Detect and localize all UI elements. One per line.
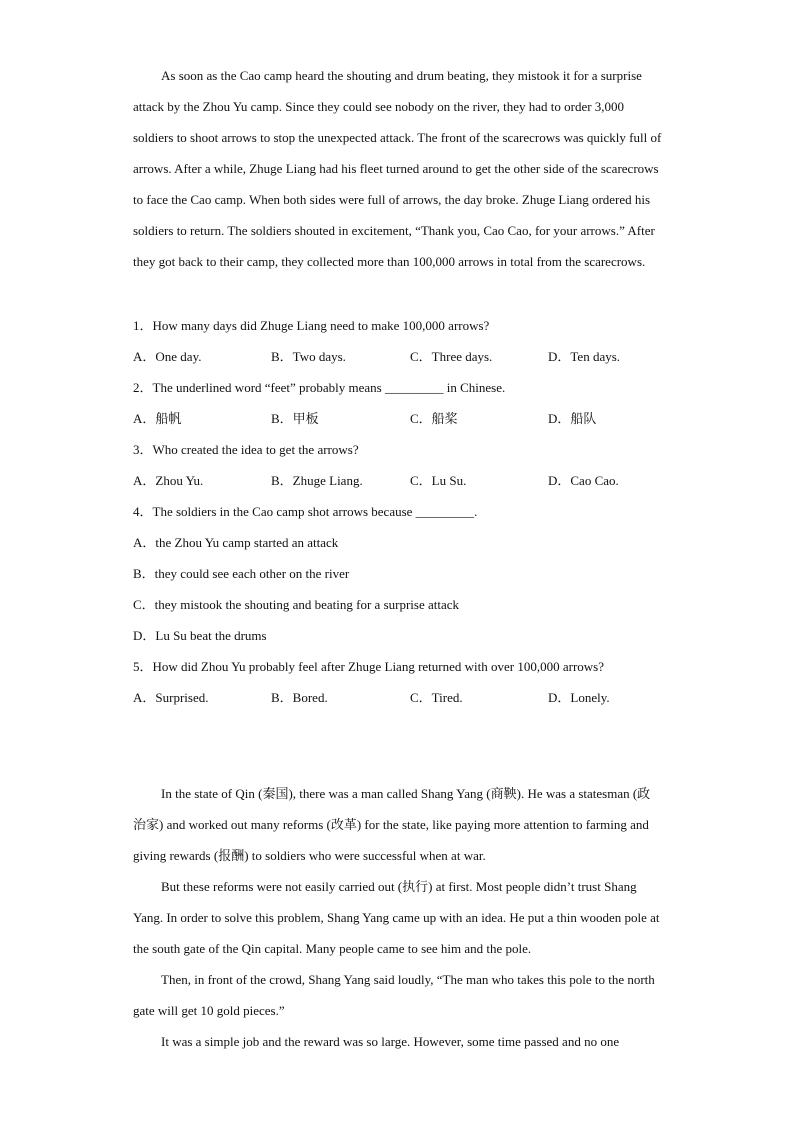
question-1-option-a[interactable]: A．One day. xyxy=(133,349,202,364)
question-5-option-d[interactable]: D．Lonely. xyxy=(548,690,610,705)
question-3-option-c[interactable]: C．Lu Su. xyxy=(410,473,467,488)
question-3-options xyxy=(133,465,663,496)
question-4-option-b[interactable]: B．they could see each other on the river xyxy=(133,566,350,581)
question-5-stem: 5．How did Zhou Yu probably feel after Zhuge Liang returned with over 100,000 arrows? xyxy=(133,659,604,674)
question-2-option-a[interactable]: A．船帆 xyxy=(133,411,182,426)
question-3-option-d[interactable]: D．Cao Cao. xyxy=(548,473,619,488)
passage-two xyxy=(133,778,663,1057)
question-list xyxy=(133,310,663,713)
question-4-option-c[interactable]: C．they mistook the shouting and beating for a surprise attack xyxy=(133,597,460,612)
question-3-option-a[interactable]: A．Zhou Yu. xyxy=(133,473,204,488)
question-5-options xyxy=(133,682,663,713)
passage-two-paragraph-3: Then, in front of the crowd, Shang Yang said loudly, “The man who takes this pole to the north gate will get 10 gold pieces.” xyxy=(133,972,655,1018)
passage-two-paragraph-4: It was a simple job and the reward was so large. However, some time passed and no one xyxy=(161,1034,620,1049)
passage-two-paragraph-2: But these reforms were not easily carried out (执行) at first. Most people didn’t trust Shang Yang. In order to solve this problem, Shang Yang came up with an idea. He put a thin wooden pole at the south gate of the Qin capital. Many people came to see him and the pole. xyxy=(133,879,660,956)
question-3-option-b[interactable]: B．Zhuge Liang. xyxy=(271,473,363,488)
question-2-stem: 2．The underlined word “feet” probably means _________ in Chinese. xyxy=(133,380,506,395)
question-3-stem: 3．Who created the idea to get the arrows? xyxy=(133,442,359,457)
question-2-option-c[interactable]: C．船桨 xyxy=(410,411,458,426)
question-1-options xyxy=(133,341,663,372)
question-4-option-d[interactable]: D．Lu Su beat the drums xyxy=(133,628,267,643)
question-5-option-b[interactable]: B．Bored. xyxy=(271,690,328,705)
question-4-option-a[interactable]: A．the Zhou Yu camp started an attack xyxy=(133,535,339,550)
question-5-option-a[interactable]: A．Surprised. xyxy=(133,690,209,705)
passage-two-paragraph-1: In the state of Qin (秦国), there was a man called Shang Yang (商鞅). He was a statesman (政治家) and worked out many reforms (改革) for the state, like paying more attention to farming and giving rewards (报酬) to soldiers who were successful when at war. xyxy=(133,786,651,863)
question-2-option-b[interactable]: B．甲板 xyxy=(271,411,319,426)
question-1-option-d[interactable]: D．Ten days. xyxy=(548,349,621,364)
question-1-option-b[interactable]: B．Two days. xyxy=(271,349,346,364)
passage-one xyxy=(133,60,663,277)
question-2-option-d[interactable]: D．船队 xyxy=(548,411,597,426)
question-1-option-c[interactable]: C．Three days. xyxy=(410,349,493,364)
question-5-option-c[interactable]: C．Tired. xyxy=(410,690,463,705)
question-2-options xyxy=(133,403,663,434)
passage-one-paragraph: As soon as the Cao camp heard the shouting and drum beating, they mistook it for a surprise attack by the Zhou Yu camp. Since they could see nobody on the river, they had to order 3,000 soldiers to shoot arrows to stop the unexpected attack. The front of the scarecrows was quickly full of arrows. After a while, Zhuge Liang had his fleet turned around to get the other side of the scarecrows to face the Cao camp. When both sides were full of arrows, the day broke. Zhuge Liang ordered his soldiers to return. The soldiers shouted in excitement, “Thank you, Cao Cao, for your arrows.” After they got back to their camp, they collected more than 100,000 arrows in total from the scarecrows. xyxy=(133,68,662,269)
question-1-stem: 1．How many days did Zhuge Liang need to make 100,000 arrows? xyxy=(133,318,490,333)
question-4-stem: 4．The soldiers in the Cao camp shot arrows because _________. xyxy=(133,504,478,519)
